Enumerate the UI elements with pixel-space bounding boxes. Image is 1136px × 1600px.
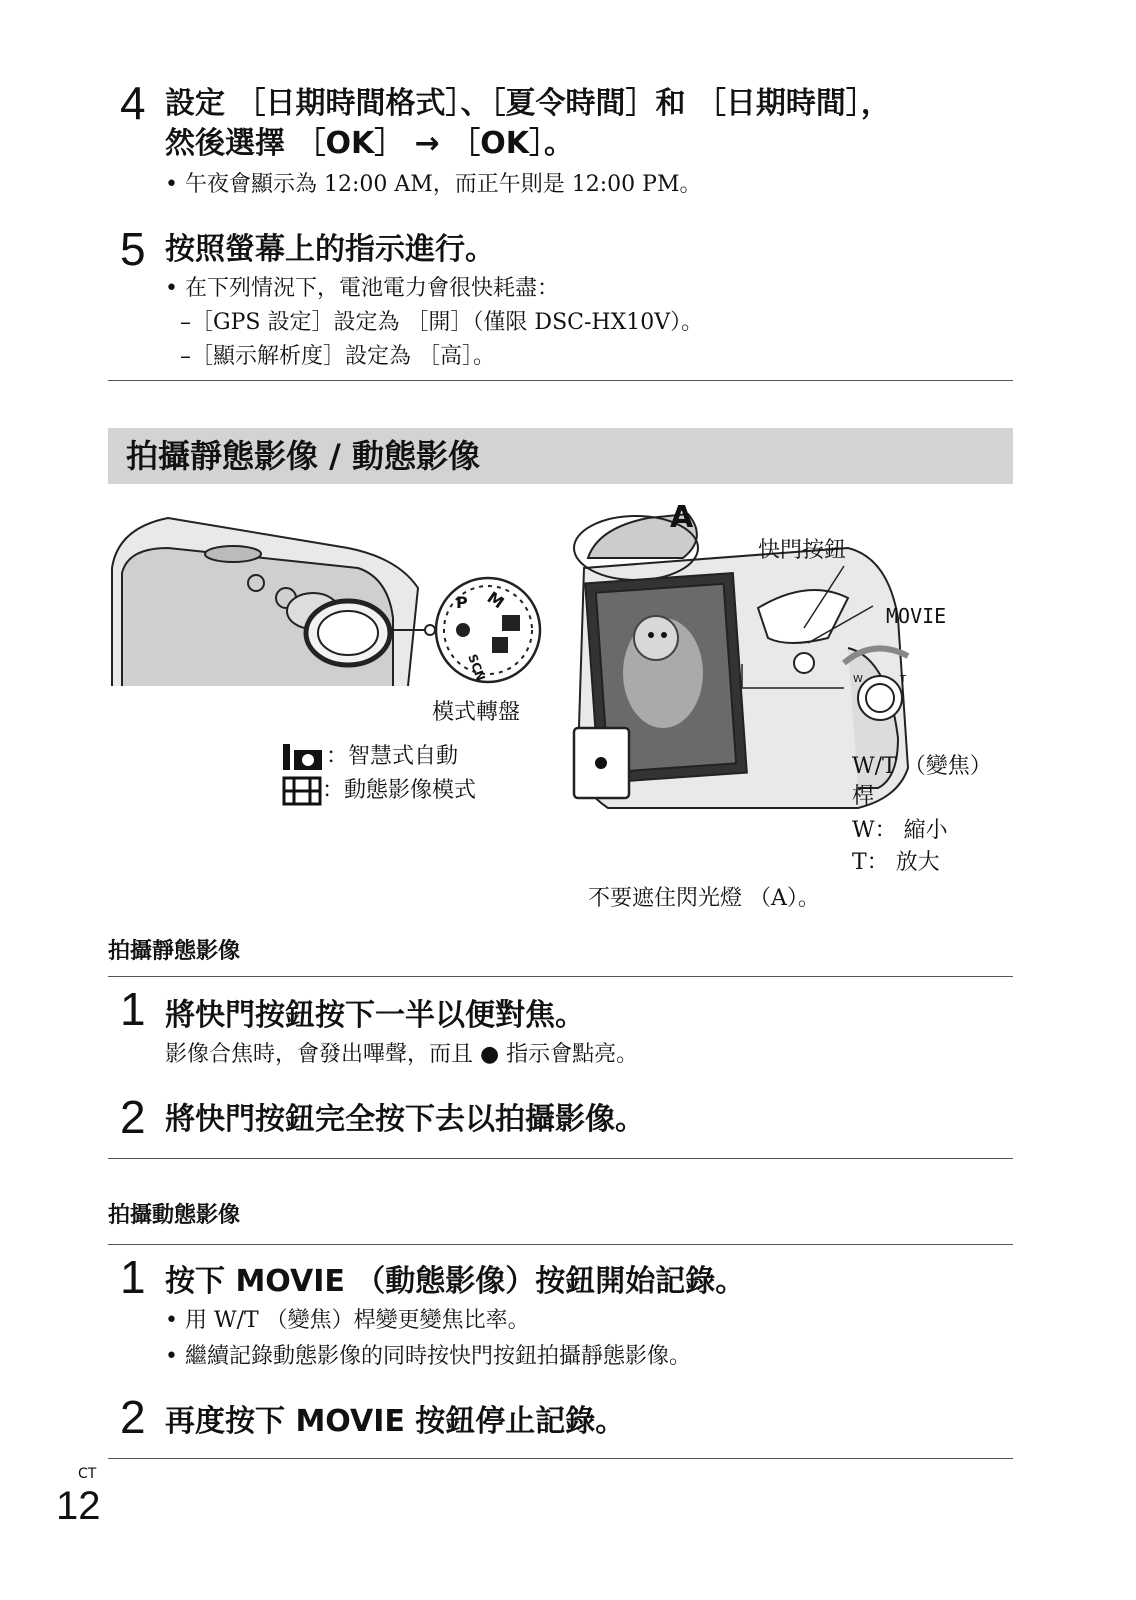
still-step-1-body: 影像合焦時，會發出嗶聲，而且 ● 指示會點亮。 bbox=[165, 1042, 639, 1067]
step-5-number: 5 bbox=[120, 223, 146, 275]
divider bbox=[108, 976, 1013, 977]
camera-top-view bbox=[112, 518, 418, 686]
step-4-title-line1: 設定 ［日期時間格式］、［夏令時間］和 ［日期時間］， bbox=[165, 86, 891, 121]
page-number: 12 bbox=[56, 1484, 101, 1528]
divider bbox=[108, 380, 1013, 381]
step-4-number: 4 bbox=[120, 77, 146, 129]
lever-t: T bbox=[900, 674, 907, 685]
movie-button-label: MOVIE bbox=[886, 604, 947, 628]
intelligent-auto-icon bbox=[282, 742, 324, 772]
intelligent-auto-desc: ：智慧式自動 bbox=[326, 744, 459, 769]
movie-mode-icon bbox=[282, 776, 322, 806]
step-4-bullet: • 午夜會顯示為 12:00 AM，而正午則是 12:00 PM。 bbox=[165, 172, 702, 197]
divider bbox=[108, 1244, 1013, 1245]
zoom-w-desc: W： 縮小 bbox=[852, 818, 948, 843]
lever-w: W bbox=[853, 674, 863, 685]
zoom-lever-label-line1: W/T （變焦） bbox=[852, 754, 992, 779]
movie-step-2-number: 2 bbox=[120, 1391, 146, 1443]
still-step-2-title: 將快門按鈕完全按下去以拍攝影像。 bbox=[165, 1102, 645, 1137]
movie-mode-desc: ：動態影像模式 bbox=[322, 778, 477, 803]
dial-mark-p: P bbox=[456, 593, 468, 612]
movie-step-2-title: 再度按下 MOVIE 按鈕停止記錄。 bbox=[165, 1404, 626, 1439]
still-step-1-number: 1 bbox=[120, 983, 146, 1035]
zoom-t-desc: T： 放大 bbox=[852, 850, 940, 875]
marker-a: A bbox=[670, 500, 694, 535]
shutter-button-label: 快門按鈕 bbox=[758, 538, 847, 563]
step-5-sub2: –［顯示解析度］設定為 ［高］。 bbox=[180, 344, 495, 369]
still-heading: 拍攝靜態影像 bbox=[108, 939, 241, 964]
step-5-title: 按照螢幕上的指示進行。 bbox=[165, 232, 495, 267]
step-5-sub1: –［GPS 設定］設定為 ［開］（僅限 DSC-HX10V）。 bbox=[180, 310, 704, 335]
mode-dial-label: 模式轉盤 bbox=[432, 700, 521, 725]
dial-mark-scn: SCN bbox=[465, 652, 488, 683]
still-step-1-title: 將快門按鈕按下一半以便對焦。 bbox=[165, 998, 585, 1033]
movie-heading: 拍攝動態影像 bbox=[108, 1203, 241, 1228]
divider bbox=[108, 1158, 1013, 1159]
dial-mark-m: M bbox=[483, 587, 508, 613]
still-step-2-number: 2 bbox=[120, 1091, 146, 1143]
section-title: 拍攝靜態影像 / 動態影像 bbox=[126, 437, 480, 475]
movie-step-1-title: 按下 MOVIE （動態影像）按鈕開始記錄。 bbox=[165, 1264, 746, 1299]
movie-step-1-number: 1 bbox=[120, 1251, 146, 1303]
movie-step-1-bullet-2: • 繼續記錄動態影像的同時按快門按鈕拍攝靜態影像。 bbox=[165, 1344, 691, 1369]
flash-note: 不要遮住閃光燈 （A）。 bbox=[588, 886, 820, 911]
section-header-bar bbox=[108, 428, 1013, 484]
language-code: CT bbox=[78, 1466, 97, 1482]
step-5-bullet: • 在下列情況下，電池電力會很快耗盡： bbox=[165, 276, 559, 301]
divider bbox=[108, 1458, 1013, 1459]
movie-step-1-bullet-1: • 用 W/T （變焦）桿變更變焦比率。 bbox=[165, 1308, 530, 1333]
zoom-lever-label-line2: 桿 bbox=[852, 784, 875, 809]
step-4-title-line2: 然後選擇 ［OK］ → ［OK］。 bbox=[165, 126, 574, 161]
